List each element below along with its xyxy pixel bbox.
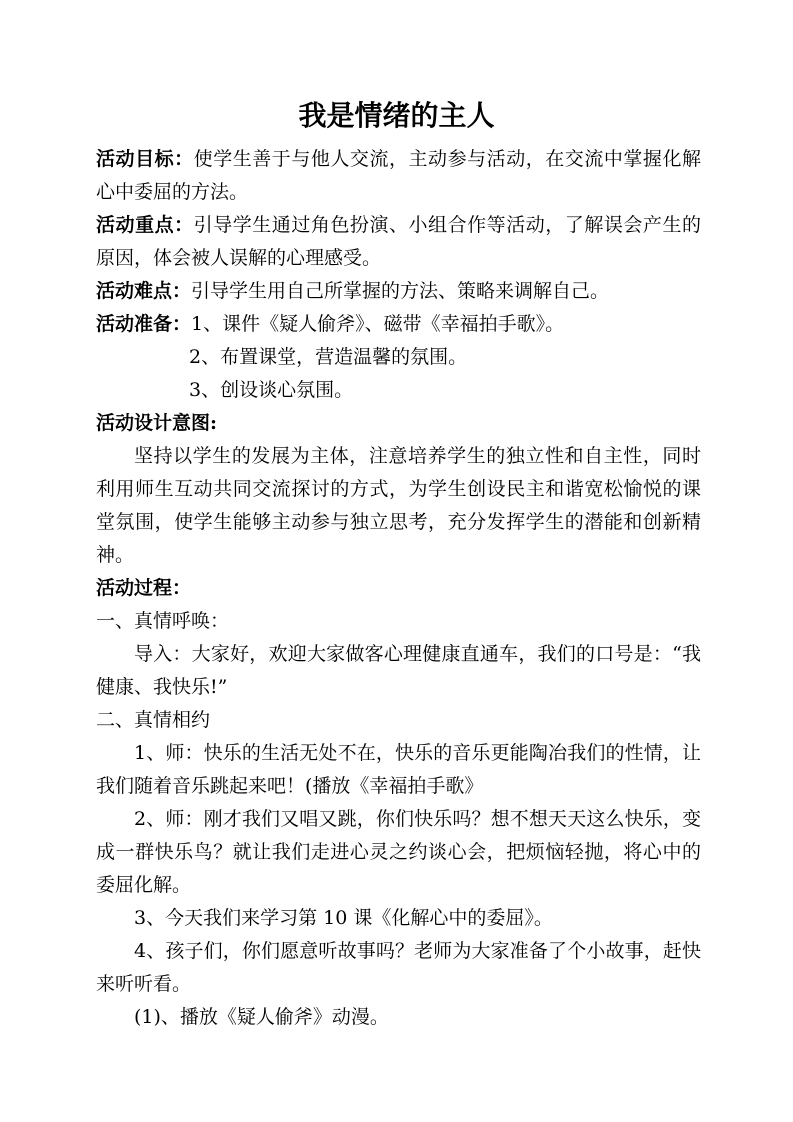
section2-item-3: 3、今天我们来学习第 10 课《化解心中的委屈》。: [134, 907, 553, 929]
preparation-label: 活动准备：: [96, 313, 192, 335]
preparation-item-1: 1、课件《疑人偷斧》、磁带《幸福拍手歌》。: [191, 313, 565, 335]
preparation-item-2: 2、布置课堂，营造温馨的氛围。: [189, 346, 468, 368]
section1-text: 导入：大家好，欢迎大家做客心理健康直通车，我们的口号是：“我健康、我快乐!”: [96, 643, 701, 698]
difficulty-paragraph: [96, 275, 701, 308]
intent-label: 活动设计意图:: [96, 412, 218, 434]
difficulty-text: 引导学生用自己所掌握的方法、策略来调解自己。: [191, 280, 610, 302]
document-body: [96, 143, 701, 1034]
preparation-item-3-line: [96, 374, 701, 407]
section2-item-4: 4、孩子们，你们愿意听故事吗？老师为大家准备了个小故事，赶快来听听看。: [96, 940, 701, 995]
focus-label: 活动重点：: [96, 214, 194, 236]
section1-heading: 一、真情呼唤：: [96, 610, 230, 632]
preparation-item-2-line: [96, 341, 701, 374]
section2-item-2: 2、师：刚才我们又唱又跳，你们快乐吗？想不想天天这么快乐，变成一群快乐鸟？就让我们走进心灵之约谈心会，把烦恼轻抛，将心中的委屈化解。: [96, 808, 701, 896]
process-label: 活动过程：: [96, 577, 192, 599]
focus-paragraph: [96, 209, 701, 275]
preparation-paragraph: [96, 308, 701, 341]
goal-text: 使学生善于与他人交流，主动参与活动，在交流中掌握化解心中委屈的方法。: [96, 148, 701, 203]
goal-label: 活动目标：: [96, 148, 194, 170]
page-title: 我是情绪的主人: [298, 99, 495, 132]
intent-text: 坚持以学生的发展为主体，注意培养学生的独立性和自主性，同时利用师生互动共同交流探讨的方式，为学生创设民主和谐宽松愉悦的课堂氛围，使学生能够主动参与独立思考，充分发挥学生的潜能和创新精神。: [96, 445, 701, 566]
section2-item-5: (1)、播放《疑人偷斧》动漫。: [134, 1006, 389, 1028]
goal-paragraph: [96, 143, 701, 209]
focus-text: 引导学生通过角色扮演、小组合作等活动，了解误会产生的原因，体会被人误解的心理感受。: [96, 214, 701, 269]
preparation-item-3: 3、创设谈心氛围。: [189, 379, 354, 401]
section2-heading: 二、真情相约: [96, 709, 211, 731]
section2-item-1: 1、师：快乐的生活无处不在，快乐的音乐更能陶冶我们的性情，让我们随着音乐跳起来吧！(播放《幸福拍手歌》: [96, 742, 701, 797]
difficulty-label: 活动难点：: [96, 280, 192, 302]
